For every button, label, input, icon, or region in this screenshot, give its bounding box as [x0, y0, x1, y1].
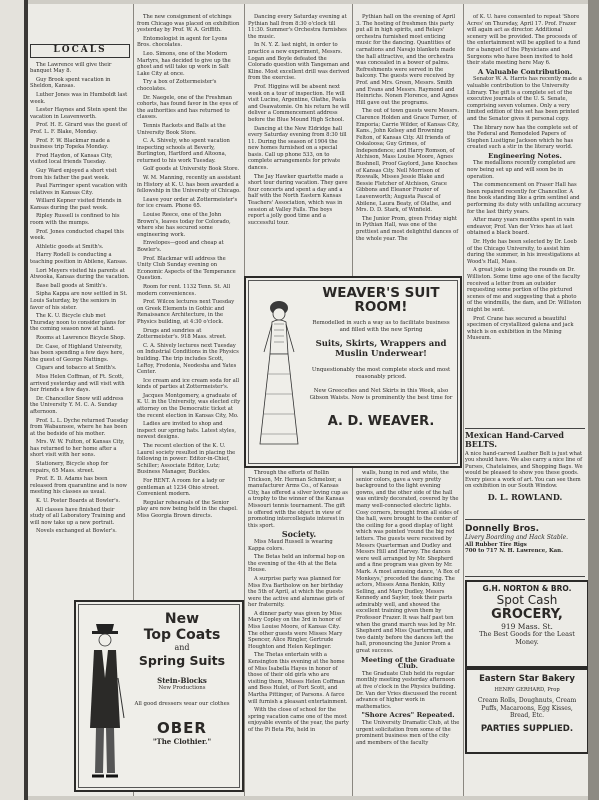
paragraph: Entomologist in agent for Lyons Bros. chocolates.	[137, 35, 228, 49]
paragraph: The Junior Prom, given Friday night in Pythian Hall, was one of the prettiest and most delightful dances of the whole year. The	[356, 215, 459, 242]
previous-page-edge	[0, 0, 24, 800]
valuable-contribution-items	[467, 76, 583, 151]
column-3-bottom-items	[248, 470, 350, 529]
paragraph: Lori Meyers visited his parents at Atwooka, Kansas during the vacation.	[30, 267, 130, 281]
topcoats-line3: and	[174, 643, 190, 652]
paragraph: For RENT. A room for a lady or gentleman at 1234 Ohio street. Convenient modern.	[137, 478, 225, 498]
paragraph: Ice cream and ice cream soda for all kinds of parties at Zottermeister's.	[137, 377, 240, 391]
graduate-club-heading: Meeting of the Graduate Club.	[361, 655, 455, 671]
paragraph: Stationery, Bicycle shop for repairs, 65 Mass. street.	[30, 461, 109, 474]
paragraph: Base ball goods at Smith's.	[36, 282, 107, 289]
paragraph: W. M. Manning, recently an assistant in History at K. U. has been awarded a fellowship in the University of Chicago.	[137, 175, 241, 195]
norton-slogan: The Best Goods for the Least Money.	[479, 630, 575, 646]
paragraph: Guy Brook spent vacation in Sheldon, Kansas.	[30, 76, 111, 90]
paragraph: Prof. Blackmar will address the Unity Club Sunday evening on Economic Aspects of the Temperance Question.	[137, 255, 236, 282]
paragraph: After many years months spent in vain endeavor, Prof. Van der Vries has at last obtained a black board.	[467, 217, 575, 237]
valuable-contribution-heading: A Valuable Contribution.	[477, 67, 573, 76]
norton-spot: Spot Cash	[496, 593, 558, 607]
donnelly-ad	[465, 524, 585, 577]
paragraph: Mrs. W. W. Fulton, of Kansas City, has returned to her home after a short visit with her sons.	[30, 439, 125, 459]
paragraph: Dr. Chancellor Snow will address the University Y. M. C. A. Sunday afternoon.	[30, 395, 124, 415]
paragraph: Novels exchanged at Bowler's.	[36, 528, 117, 535]
paragraph: Paul Farringer spent vacation with relatives in Kansas City.	[30, 183, 128, 196]
paragraph: Leo. Simons, one of the Modern Martyrs, has decided to give up the ghost and will take up work in Salt Lake City at once.	[137, 50, 231, 77]
bakery-title: Eastern Star Bakery	[479, 674, 575, 684]
paragraph: Pythian hall on the evening of April 3. The hosting of freshmen this party put all in high spirits, and Relays' orchestra furnished most enticing music for the dancing. Quantities of carnations and Navajo blankets made the hall attractive, and the orchestra was concealed in a bower of palms. Refreshments were served in the balcony. The guests were received by Prof. and Mrs. Green, Messrs. Smith and Evans and Messrs. Raymond and Heinrichs. Nonen Florence, and Agnes Hill gave out the programs.	[356, 14, 459, 106]
paragraph: Miss Helen Coffman, of Ft. Scott, arrived yesterday and will visit with her friends a few days.	[30, 373, 125, 394]
paragraph: Drugs and sundries at Zottermeister's. 918 Mass. street.	[137, 327, 227, 341]
woman-illustration	[254, 294, 304, 454]
paragraph: Fred Haydon, of Kansas City, visited local friends Tuesday.	[30, 152, 113, 166]
column-3-top-items	[248, 14, 350, 226]
engineering-notes-heading: Engineering Notes.	[488, 151, 562, 160]
column-3-bottom	[248, 470, 350, 790]
paragraph: C. A. Shively, who spent vacation inspecting schools at Beverly, Burlington, Hartford and Altoona, returned to his work Tuesday.	[137, 138, 230, 164]
paragraph: Prof. H. E. Girard was the guest of Prof. L. F. Blake, Monday.	[30, 122, 128, 135]
paragraph: Tennis Rackets and Balls at the University Book Store.	[137, 122, 226, 136]
topcoats-line1: New	[164, 611, 200, 627]
paragraph: Room for rent. 1132 Tenn. St. All modern conveniences.	[137, 283, 231, 297]
paragraph: The Graduate Club held its regular monthly meeting yesterday afternoon at five o'clock in the Physics building. Dr. Van der Vries discussed the recent advance of higher work in mathematics.	[356, 670, 457, 710]
man-illustration	[82, 618, 128, 782]
paragraph: Harry Rodell is conducting a teaching position in Abilene, Kansas.	[30, 252, 128, 266]
paragraph: Regular rehearsals of the Senior play are now being held in the chapel. Miss Georgia Brown directs.	[137, 499, 238, 519]
paragraph: Leave your order at Zottermeister's for ice cream. Phone 65.	[137, 196, 238, 210]
locals-heading: LOCALS	[53, 45, 107, 55]
paragraph: Prof. Crane has secured a beautiful specimen of crystallized galena and jack which is on exhibition in the Mining Museum.	[467, 315, 574, 342]
bakery-tag: PARTIES SUPPLIED.	[480, 723, 574, 734]
paragraph: Dancing every Saturday evening at Pythian hall from 8:30 o'clock till 11:30. Summer's Orchestra furnishes the music.	[248, 14, 347, 40]
norton-ad	[465, 580, 588, 668]
newspaper-page	[28, 4, 588, 796]
paragraph: Dr. Hyde has been selected by Dr. Loeb of the Chicago University, to assist him during the summer, in his investigations at Wood's Hall, Mass.	[467, 239, 580, 265]
norton-title: G.H. NORTON & BRO.	[482, 584, 572, 593]
paragraph: In N. Y. Z. last night, in order to practice a new experiment, Messrs. Logan and Boyle defeated the Colorado question with Tangeman and Kline. Most excellent drill was derived from the exercise.	[248, 42, 350, 82]
paragraph: Prof. E. D. Adams has been released from quarantine and is now meeting his classes as usual.	[30, 476, 127, 496]
paragraph: Rooms at Lawrence Bicycle Shop.	[36, 334, 126, 341]
paragraph: Dr. Case, of Highland University, has been spending a few days here, the guest of George Nattings.	[30, 343, 124, 363]
weaver-name: A. D. WEAVER.	[327, 413, 435, 429]
weaver-ad	[244, 276, 462, 468]
paragraph: The medallions recently completed are now being set up and will soon be in operation.	[467, 160, 576, 180]
society-items	[248, 539, 350, 734]
weaver-body1: Unquestionably the most complete stock and most reasonably priced.	[311, 367, 451, 380]
belts-ad	[465, 428, 585, 520]
paragraph: The new consignment of etchings from Chicago was placed on exhibition yesterday by Prof. W. A. Griffith.	[137, 14, 240, 34]
paragraph: With the close of school for the spring vacation came one of the most enjoyable events of the year, the party of the Pi Beta Phi, held in	[248, 707, 349, 733]
weaver-intro: Remodelled in such a way as to facilitate business and filled with the new Spring	[312, 320, 450, 333]
topcoats-ad	[74, 600, 244, 792]
paragraph: K. U. Poster Boards at Bowler's.	[36, 498, 121, 505]
column-5-top-items	[467, 14, 583, 67]
topcoats-sub: New Productions	[158, 685, 206, 691]
paragraph: Prof. Higgins will be absent next week on a tour of inspection. He will visit Lucine, Argentine, Olathe, Paola and Osawatomie. On his return he will deliver a Commencement address before the Blue Mound High School.	[248, 83, 350, 123]
donnelly-line: Livery Boarding and Hack Stable.	[465, 534, 569, 541]
paragraph: Through the efforts of Rollin Trickson, Mr. Herman Schmelzer, a manufacturer Arms Co., of Kansas City, has offered a silver loving cup as a trophy to the winner of the Kansas Missouri tennis tournament. The gift is offered with the object in view of promoting intercollegiate interest in this sport.	[248, 470, 348, 529]
junior-prom-items	[356, 470, 460, 655]
column-2-items	[137, 14, 241, 520]
paragraph: A surprise party was planned for Miss Eva Bartholow on her birthday the 5th of April, at which the guests were the active and alumnae girls of her fraternity.	[248, 575, 345, 609]
weaver-body2: New Greecefies and Net Skirts in this Week, also Gibson Waists. Now is prominently the best time for	[309, 388, 453, 401]
paragraph: Willard Kepner visited friends in Kansas during the past week.	[30, 198, 122, 211]
paragraph: Luther Jones was in Humboldt last week.	[30, 91, 128, 105]
paragraph: Senator W. A. Harris has recently made a valuable contribution to the University Library. The gift is a complete set of the executive journals of the U. S. Senate, comprising seven volumes. Only a very limited edition of this set has been printed and the Senator gives it personal copy.	[467, 76, 582, 122]
paragraph: Miss Maud Russell is wearing Kappa colors.	[248, 538, 333, 552]
engineering-notes-items	[467, 160, 583, 341]
society-heading: Society.	[281, 529, 317, 540]
shore-acres-heading: "Shore Acres" Repeated.	[361, 711, 455, 720]
norton-grocery: GROCERY,	[491, 607, 563, 622]
column-5	[467, 14, 583, 428]
paragraph: walls, hung in red and white, the senior colors, gave a very pretty background to the light evening gowns, and the other side of the hall was entirely decorated, covered by the many well-connected electric lights. Cosy corners, brought from all sides of the hall, were brought to the center of the ceiling for a good display of light which was pointed 'round the big red letters. The guests were received by Messrs Quarterman and Dudley and Messrs Hill and Harvey. The dances were well arranged by Mr. Shepherd and a fine program was given by Mr. Mark. A most amusing dance, 'A Box of Monkeys,' preceded the dancing. The actors, Misses Anna Renkin, Kitty Selling, and Mary Dudley, Messrs Kennedy and Sayler, took their parts admirably well, and showed the excellent training given them by Professor Frazer. It was half past ten when the grand march was led by Mr. Shepherd and Miss Quarterman, and two dainty before the dances left the hall, pronouncing the Junior Prom a great success.	[356, 470, 460, 655]
paragraph: A dinner party was given by Miss Mary Copley on the 3rd in honor of Miss Louise Moore, of Kansas City. The other guests were Misses Mary Spencer, Alice Ringler, Gertrude Houghton and Helen Keplinger.	[248, 610, 343, 650]
paragraph: The University Dramatic Club, at the urgent solicitation from some of the prominent business men of the city and members of the faculty	[356, 719, 460, 746]
paragraph: Cigars and tobacco at Smith's.	[36, 365, 117, 372]
paragraph: Prof. Wilcox lectures next Tuesday on Greek Elements in Gothic and Renaissance Architecture, in the Physics building, at 4:30 o'clock.	[137, 299, 235, 325]
topcoats-tag: "The Clothier."	[152, 737, 212, 746]
column-2	[137, 14, 241, 602]
paragraph: Prof. Jones conducted chapel this week.	[30, 228, 124, 242]
paragraph: Dancing at the New Eldridge hall every Saturday evening from 8:30 till 11. During the season of 1904 the new homes furnished on a special basis. Call up phone 533, on to complete arrangements for private dances.	[248, 125, 347, 172]
column-4-top	[356, 14, 460, 276]
paragraph: Prof. L. L. Dyche returned Tuesday from Wabaunsee, where he has been at the bedside of his mother.	[30, 417, 129, 437]
belts-body: A nice hand-carved Leather Belt is just what you should have. We also carry a nice line of Purses, Chatelaines, and Shopping Bags. We would be pleased to show you these goods. Every piece a work of art. You can see them on exhibition in our South Window.	[465, 451, 583, 490]
topcoats-line4: Spring Suits	[138, 653, 226, 668]
paragraph: C. A. Shively lectures next Tuesday on Industrial Conditions in the Physics building. The trip includes Scott, LeRoy, Fredonia, Neodesha and Yates Center.	[137, 342, 239, 376]
paragraph: The Thetas entertain with a Kensington this evening at the home of Miss Isabella Hayes in honor of those of their old girls who are visiting them, Misses Helen Coffman and Bess Hulet, of Fort Scott, and Martha Pittinger, of Parsons. A farce will furnish a pleasant entertainment.	[248, 652, 348, 705]
paragraph: The Jay Hawker quartette made a short tour during vacation. They gave four concerts and spent a day and a half with the North Eastern Kansas Teachers' Association, which was in session at Valley Falls. The boys report a jolly good time and a successful tour.	[248, 173, 348, 226]
paragraph: Jacques Montgomery, a graduate of K. U. in the University, was elected city attorney on the Democratic ticket at the recent election in Kansas City, Mo.	[137, 392, 241, 419]
column-4-bottom	[356, 470, 460, 790]
weaver-title: WEAVER'S SUIT ROOM!	[322, 285, 440, 315]
paragraph: Ripley Russell is confined to his room with the mumps.	[30, 213, 120, 227]
paragraph: Ladies are invited to shop and inspect our spring hats. Latest styles, newest designs.	[137, 421, 237, 441]
topcoats-maker: Stein-Blocks	[157, 676, 207, 685]
topcoats-store: OBER	[157, 719, 207, 737]
column-rule	[463, 4, 464, 796]
paragraph: Guy Ward enjoyed a short visit from his father the past week.	[30, 167, 117, 181]
paragraph: Lester Haynes and Stein spent the vacation in Leavenworth.	[30, 107, 128, 120]
paragraph: The out of town guests were Messrs. Clarence Holden and Grace Turner, of Emporia; Carrie Wilder, of Kansas City, Kans., John Kelsey and Browning Felton, of Kansas City. All friends of Oskaloosa; Guy Grimes, of Independence; and Harry Romson, of Atchison, Mass Louise Moore, Agnes Bushnell, Proof Gaylord, Jane Knoches of Kansas City. Nell Morrison of Roswalk, Misses Jessie Blake and Bessie Fletcher of Atchison, Grace Gibbons and Eleanor Frazier of Leavenworth; Augusta Pascal of Abilene, Laura Beaty, of Olathe, and Mrs. D. D. Stark, of Winfield.	[356, 108, 460, 214]
weaver-items: Suits, Skirts, Wrappers and Muslin Underwear!	[315, 339, 447, 360]
bakery-ad	[465, 668, 588, 754]
donnelly-address: 700 to 717 N. H. Lawrence, Kan.	[465, 548, 563, 554]
paragraph: A great joke is going the rounds on Dr. Williston. Some time ago one of the faculty received a letter from an outsider requesting some portion of the pictured scenes of me and suggesting that a photo of the windmills, the dam, and Dr. Williston might be sent.	[467, 267, 582, 313]
graduate-club-items	[356, 671, 460, 711]
paragraph: Sipha Kappa are now settled in St. Louis Saturday, by the seniors in favor of his sister.	[30, 291, 128, 311]
paragraph: All classes have finished their study of all Laboratory Training and will now take up a new portrait.	[30, 506, 126, 526]
topcoats-line2: Top Coats	[143, 627, 221, 643]
topcoats-sub2: All good dressers wear our clothes	[134, 701, 230, 707]
paragraph: Golf goods at University Book Store.	[143, 166, 240, 173]
belts-title: Mexican Hand-Carved BELTS.	[465, 430, 564, 449]
donnelly-title: Donnelly Bros.	[465, 524, 539, 534]
paragraph: The Lawrence will give their banquet May 8.	[30, 61, 112, 75]
bakery-owner: HENRY GERHARD, Prop	[494, 687, 560, 693]
column-3-top	[248, 14, 350, 276]
paragraph: Louise Reece, one of the John Brown's, leaves today for Colorado, where she has secured some engineering work.	[137, 212, 231, 238]
page-edge-right	[588, 0, 599, 800]
bakery-body: Cream Rolls, Doughnuts, Cream Puffs, Macaroons, Egg Kisses, Bread, Etc.	[477, 697, 577, 719]
donnelly-phone: All Rubber Tire Rigs	[465, 542, 527, 548]
paragraph: The recent election of the K. U. Laurel society resulted in placing the following in power: Editor-in-Chief, Schiller; Associate Editor, Lutz; Business Manager, Buckles.	[137, 443, 236, 476]
paragraph: The K. U. Bicycle club met Thursday noon to consider plans for the coming season now at hand.	[30, 313, 126, 333]
belts-name: D. L. ROWLAND.	[487, 492, 563, 503]
paragraph: of K. U. have consented to repeat 'Shore Acres' on Thursday, April 17. Prof. Frazer will again act as director. Additional scenery will be provided. The proceeds of the entertainment will be applied to a fund for a banquet of the Physicians and Surgeons who have been invited to hold their state meeting here May 6.	[467, 14, 581, 67]
paragraph: Prof. F. W. Blackmar made a business trip Topeka Monday.	[30, 137, 110, 151]
paragraph: The Betas held an informal hop on the evening of the 4th at the Beta House.	[248, 554, 345, 574]
paragraph: Athletic goods at Smith's.	[36, 243, 104, 250]
column-4-top-items	[356, 14, 460, 242]
shore-acres-items	[356, 720, 460, 746]
paragraph: Dr. Naegele, one of the Freshman cohorts, has found favor in the eyes of the authorities and has returned to classes.	[137, 94, 238, 121]
norton-address: 919 Mass. St.	[501, 622, 553, 631]
paragraph: Try a box of Zottermeister's chocolates.	[137, 79, 217, 92]
locals-header	[30, 44, 130, 58]
paragraph: The commencement on Fraser Hall has been repaired recently for Chancellor. A fine book standing like a grim sentinel and performing its duty with unfailing accuracy for the last thirty years.	[467, 182, 582, 215]
paragraph: Envelopes—good and cheap at Bowler's.	[137, 240, 224, 253]
locals-items	[30, 62, 130, 535]
paragraph: The library now has the complete set of the Federal and Remodeled Papers of Stephen Lusitigne Jackson which he has created such a stir in the literary world.	[467, 124, 578, 151]
